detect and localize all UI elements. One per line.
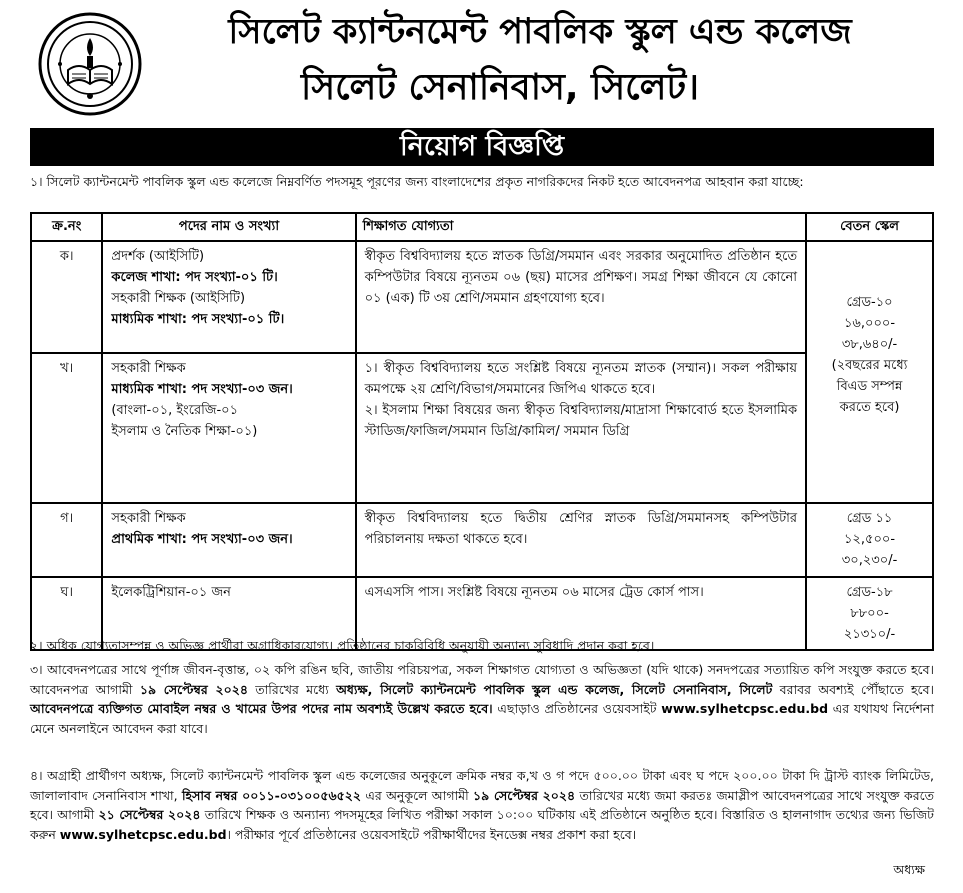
- p4-text: তারিখে শিক্ষক ও অন্যান্য পদসমূহের লিখিত পরীক্ষা সকাল ১০:০০ ঘটিকায় এই প্রতিষ্ঠানে অনুষ্ঠিত হবে। বিস্তারিত ও হালনাগাদ তথ্যের জন্য ভিজিট করুন: [30, 807, 934, 842]
- p4-text: ৪। অগ্রাহী প্রার্থীগণ অধ্যক্ষ, সিলেট ক্যান্টনমেন্ট পাবলিক স্কুল এন্ড কলেজের অনুকূলে ক্রমিক নম্বর ক,খ ও গ পদে ৫০০.০০ টাকা এবং ঘ পদে ২০০.০০ টাকা দি ট্রাস্ট ব্যাংক লিমিটেড, জালালাবাদ সেনানিবাস শাখা,: [30, 768, 934, 803]
- school-name-title: সিলেট ক্যান্টনমেন্ট পাবলিক স্কুল এন্ড কলেজ: [228, 12, 852, 52]
- col-header-qualification: শিক্ষাগত যোগ্যতা: [356, 213, 807, 241]
- row-serial: ঘ।: [31, 577, 102, 650]
- pay-note: (২বছরের মধ্যে: [831, 358, 908, 373]
- p3-instruction: আবেদনপত্রে ব্যক্তিগত মোবাইল নম্বর ও খামের উপর পদের নাম অবশ্যই উল্লেখ করতে হবে।: [30, 701, 493, 716]
- p3-deadline: ১৯ সেপ্টেম্বর ২০২৪: [139, 681, 248, 697]
- pay-min: ১৬,০০০-: [844, 316, 896, 331]
- p4-text: তারিখের মধ্যে জমা করতঃ জমাস্লীপ আবেদনপত্রের সাথে সংযুক্ত করতে হবে। আগামী: [30, 787, 935, 822]
- row-qualification: স্বীকৃত বিশ্ববিদ্যালয় হতে দ্বিতীয় শ্রেণির স্নাতক ডিগ্রি/সমমানসহ কম্পিউটার পরিচালনায় দক্ষতা থাকতে হবে।: [356, 503, 807, 577]
- posts-table: [30, 212, 934, 651]
- notice-header: [0, 0, 963, 125]
- post-count: মাধ্যমিক শাখা: পদ সংখ্যা-০৩ জন।: [111, 382, 293, 397]
- pay-note: করতে হবে): [839, 400, 900, 415]
- col-header-pay-scale: বেতন স্কেল: [806, 213, 933, 241]
- paragraph-2: ২। অধিক যোগ্যতাসম্পন্ন ও অভিজ্ঞ প্রার্থীরা অগ্রাধিকারযোগ্য। প্রতিষ্ঠানের চাকরিবিধি অনুযায়ী অন্যান্য সুবিধাদি প্রদান করা হবে।: [30, 638, 655, 653]
- post-title: সহকারী শিক্ষক: [111, 361, 186, 376]
- col-header-serial: ক্র.নং: [31, 213, 102, 241]
- post-count: কলেজ শাখা: পদ সংখ্যা-০১ টি।: [111, 270, 278, 285]
- p3-website-link[interactable]: www.sylhetcpsc.edu.bd: [661, 701, 829, 716]
- col-header-post: পদের নাম ও সংখ্যা: [102, 213, 355, 241]
- row-post: [102, 503, 355, 577]
- row-qualification: স্বীকৃত বিশ্ববিদ্যালয় হতে স্নাতক ডিগ্রি/সমমান এবং সরকার অনুমোদিত প্রতিষ্ঠান হতে কম্পিউটার বিষয়ে ন্যূনতম ০৬ (ছয়) মাসের প্রশিক্ষণ। সমগ্র শিক্ষা জীবনে যে কোনো ০১ (এক) টি ৩য় শ্রেণি/সমমান গ্রহণযোগ্য হবে।: [356, 241, 807, 353]
- row-pay-scale: [806, 241, 933, 503]
- post-subjects: (বাংলা-০১, ইংরেজি-০১: [111, 403, 239, 418]
- post-title: সহকারী শিক্ষক: [111, 511, 186, 526]
- row-qualification: এসএসসি পাস। সংশ্লিষ্ট বিষয়ে ন্যূনতম ০৬ মাসের ট্রেড কোর্স পাস।: [356, 577, 807, 650]
- p4-website-link[interactable]: www.sylhetcpsc.edu.bd: [59, 826, 227, 842]
- pay-max: ৩০,২৩০/-: [841, 553, 898, 568]
- qualification-item: ১। স্বীকৃত বিশ্ববিদ্যালয় হতে সংশ্লিষ্ট বিষয়ে ন্যূনতম স্নাতক (সম্মান)। সকল পরীক্ষায় কমপক্ষে ২য় শ্রেণি/বিভাগ/সমমানের জিপিএ থাকতে হবে।: [364, 361, 798, 397]
- post-count: মাধ্যমিক শাখা: পদ সংখ্যা-০১ টি।: [111, 312, 285, 327]
- pay-grade: গ্রেড ১১: [846, 511, 893, 526]
- row-serial: ক।: [31, 241, 102, 353]
- p3-address: অধ্যক্ষ, সিলেট ক্যান্টনমেন্ট পাবলিক স্কুল এন্ড কলেজ, সিলেট সেনানিবাস, সিলেট: [336, 681, 773, 697]
- row-post: [102, 353, 355, 503]
- row-serial: গ।: [31, 503, 102, 577]
- row-post: [102, 241, 355, 353]
- school-location-title: সিলেট সেনানিবাস, সিলেট।: [301, 67, 699, 108]
- intro-paragraph: ১। সিলেট ক্যান্টনমেন্ট পাবলিক স্কুল এন্ড কলেজে নিম্নবর্ণিত পদসমূহ পূরণের জন্য বাংলাদেশের প্রকৃত নাগরিকদের নিকট হতে আবেদনপত্র আহবান করা যাচ্ছে:: [30, 174, 804, 189]
- signature-principal: অধ্যক্ষ: [893, 862, 925, 877]
- p3-text: এর যথাযথ নির্দেশনা মেনে অনলাইনে আবেদন করা যাবে।: [30, 701, 935, 736]
- p4-deposit-deadline: ১৯ সেপ্টেম্বর ২০২৪: [473, 787, 576, 803]
- pay-max: ২১৩১০/-: [843, 627, 896, 642]
- pay-note: বিএড সম্পন্ন: [836, 379, 903, 394]
- post-title: সহকারী শিক্ষক (আইসিটি): [111, 291, 246, 306]
- post-title: ইলেকট্রিশিয়ান-০১ জন: [111, 585, 231, 600]
- p4-account-number: হিসাব নম্বর ০০১১-০৩১০০৫৬৫২২: [181, 787, 361, 803]
- pay-grade: গ্রেড-১৮: [846, 585, 893, 600]
- table-row: [31, 241, 933, 353]
- p4-text: । পরীক্ষার পূর্বে প্রতিষ্ঠানের ওয়েবসাইটে পরীক্ষার্থীদের ইনডেক্স নম্বর প্রকাশ করা হবে।: [226, 826, 637, 842]
- row-serial: খ।: [31, 353, 102, 503]
- p3-text: বরাবর অবশ্যই পৌঁছাতে হবে।: [772, 681, 934, 697]
- post-subjects: ইসলাম ও নৈতিক শিক্ষা-০১): [111, 424, 258, 439]
- table-row: [31, 503, 933, 577]
- pay-grade: গ্রেড-১০: [846, 295, 893, 310]
- post-title: প্রদর্শক (আইসিটি): [111, 249, 205, 264]
- table-row: [31, 353, 933, 503]
- qualification-item: ২। ইসলাম শিক্ষা বিষয়ের জন্য স্বীকৃত বিশ্ববিদ্যালয়/মাদ্রাসা শিক্ষাবোর্ড হতে ইসলামিক স্টাডিজ/ফাজিল/সমমান ডিগ্রি/কামিল/ সমমান ডিগ্রি: [364, 403, 798, 439]
- p3-text: তারিখের মধ্যে: [247, 681, 337, 697]
- row-qualification: [356, 353, 807, 503]
- pay-max: ৩৮,৬৪০/-: [841, 337, 898, 352]
- pay-min: ৮৮০০-: [850, 606, 889, 621]
- p3-text: ৩। আবেদনপত্রের সাথে পূর্ণাঙ্গ জীবন-বৃত্তান্ত, ০২ কপি রঙিন ছবি, জাতীয় পরিচয়পত্র, সকল শিক্ষাগত যোগ্যতা ও অভিজ্ঞতা (যদি থাকে) সনদপত্রের সত্যায়িত কপি সংযুক্ত করতে হবে। আবেদনপত্র আগামী: [30, 662, 934, 697]
- notice-banner: নিয়োগ বিজ্ঞপ্তি: [30, 128, 934, 166]
- p3-text: এছাড়াও প্রতিষ্ঠানের ওয়েবসাইট: [492, 701, 662, 716]
- pay-min: ১২,৫০০-: [844, 532, 896, 547]
- row-pay-scale: [806, 503, 933, 577]
- table-header-row: [31, 213, 933, 241]
- paragraph-4: [30, 766, 934, 844]
- p4-exam-date: ২১ সেপ্টেম্বর ২০২৪: [98, 807, 201, 822]
- post-count: প্রাথমিক শাখা: পদ সংখ্যা-০৩ জন।: [111, 532, 293, 547]
- school-logo-icon: [38, 12, 142, 116]
- paragraph-3: [30, 660, 934, 738]
- p4-text: এর অনুকূলে আগামী: [361, 787, 474, 803]
